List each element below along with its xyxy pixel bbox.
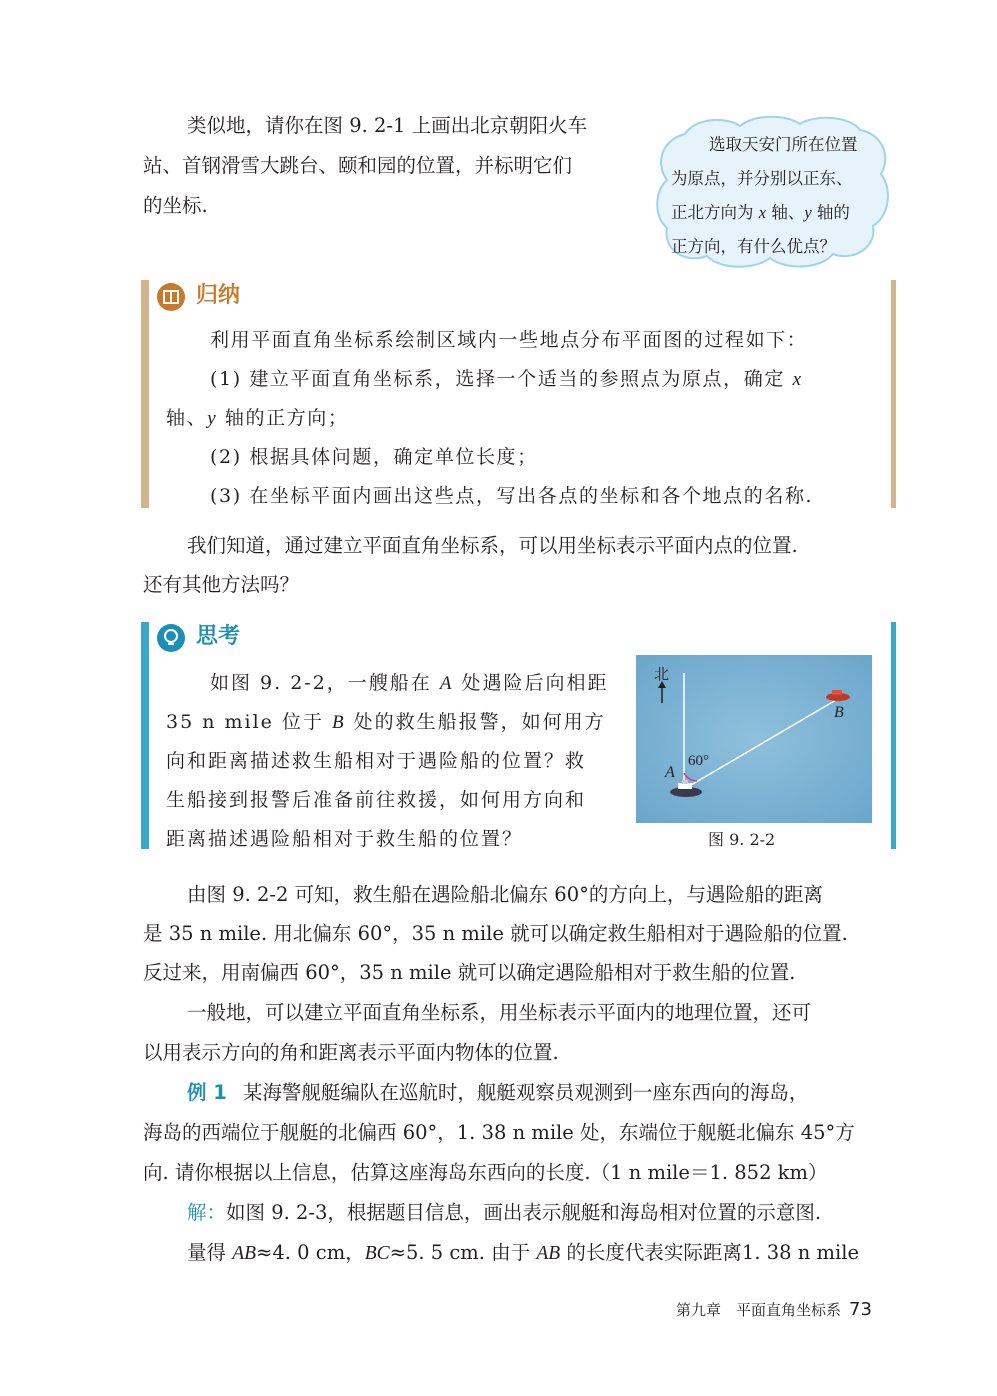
summary-line-1: 利用平面直角坐标系绘制区域内一些地点分布平面图的过程如下： [210,329,808,351]
solution-line-1: 解：如图 9. 2-3，根据题目信息，画出表示舰艇和海岛相对位置的示意图. [187,1201,822,1224]
book-icon [157,283,185,311]
example-line-1: 例 1 某海警舰艇编队在巡航时，舰艇观察员观测到一座东西向的海岛， [187,1081,809,1104]
summary-border-right [891,280,896,508]
think-border-right [891,622,896,849]
think-line-4: 生船接到报警后准备前往救援，如何用方向和 [166,789,587,811]
intro-line-1: 类似地，请你在图 9. 2-1 上画出北京朝阳火车 [187,114,588,137]
point-b-label: B [834,704,844,721]
example-label: 例 1 [187,1081,227,1104]
para1-line-2: 还有其他方法吗？ [143,573,300,596]
lightbulb-icon [157,624,185,652]
cloud-line-4: 正方向，有什么优点？ [671,237,836,256]
think-line-5: 距离描述遇险船相对于救生船的位置？ [166,828,524,850]
cloud-line-2: 为原点，并分别以正东、 [671,169,853,188]
point-a-label: A [665,764,675,781]
summary-border-left [141,280,149,508]
figure-caption: 图 9. 2-2 [708,830,776,849]
para3-line-1: 一般地，可以建立平面直角坐标系，用坐标表示平面内的地理位置，还可 [187,1001,812,1024]
page-number: 73 [849,1299,872,1320]
intro-line-3: 的坐标. [143,194,208,217]
think-line-2: 35 n mile 位于 B 处的救生船报警，如何用方 [166,711,606,733]
para2-line-1: 由图 9. 2-2 可知，救生船在遇险船北偏东 60°的方向上，与遇险船的距离 [187,883,823,906]
cloud-line-1: 选取天安门所在位置 [709,135,858,154]
para1-line-1: 我们知道，通过建立平面直角坐标系，可以用坐标表示平面内点的位置. [187,534,798,557]
summary-title: 归纳 [196,283,241,308]
intro-line-2: 站、首钢滑雪大跳台、颐和园的位置，并标明它们 [143,154,573,177]
summary-line-5: (3) 在坐标平面内画出这些点，写出各点的坐标和各个地点的名称. [210,485,814,507]
example-line-3: 向. 请你根据以上信息，估算这座海岛东西向的长度.（1 n mile＝1. 852 km） [143,1161,828,1184]
para2-line-3: 反过来，用南偏西 60°，35 n mile 就可以确定遇险船相对于救生船的位置. [143,961,796,984]
para3-line-2: 以用表示方向的角和距离表示平面内物体的位置. [143,1041,559,1064]
solution-line-2: 量得 AB≈4. 0 cm，BC≈5. 5 cm. 由于 AB 的长度代表实际距离1. 38 n mile [187,1241,859,1264]
think-border-left [141,622,149,849]
cloud-line-3: 正北方向为 x 轴、y 轴的 [671,203,850,222]
think-line-1: 如图 9. 2-2，一艘船在 A 处遇险后向相距 [210,672,609,694]
summary-line-3: 轴、y 轴的正方向； [166,407,349,429]
para2-line-2: 是 35 n mile. 用北偏东 60°，35 n mile 就可以确定救生船相对于遇险船的位置. [143,922,848,945]
summary-line-4: (2) 根据具体问题，确定单位长度； [210,446,538,468]
summary-line-2: (1) 建立平面直角坐标系，选择一个适当的参照点为原点，确定 x [210,368,803,390]
cloud-text [671,128,881,264]
north-label: 北 [654,665,670,683]
example-line-2: 海岛的西端位于舰艇的北偏西 60°，1. 38 n mile 处，东端位于舰艇北偏东 45°方 [143,1121,855,1144]
ship-bearing-figure [636,655,872,823]
page-footer [676,1296,872,1324]
footer-chapter: 第九章 平面直角坐标系 [676,1301,842,1319]
think-title: 思考 [196,624,241,649]
think-line-3: 向和距离描述救生船相对于遇险船的位置？救 [166,750,587,772]
solution-label: 解： [187,1201,227,1224]
angle-label: 60° [688,753,709,769]
